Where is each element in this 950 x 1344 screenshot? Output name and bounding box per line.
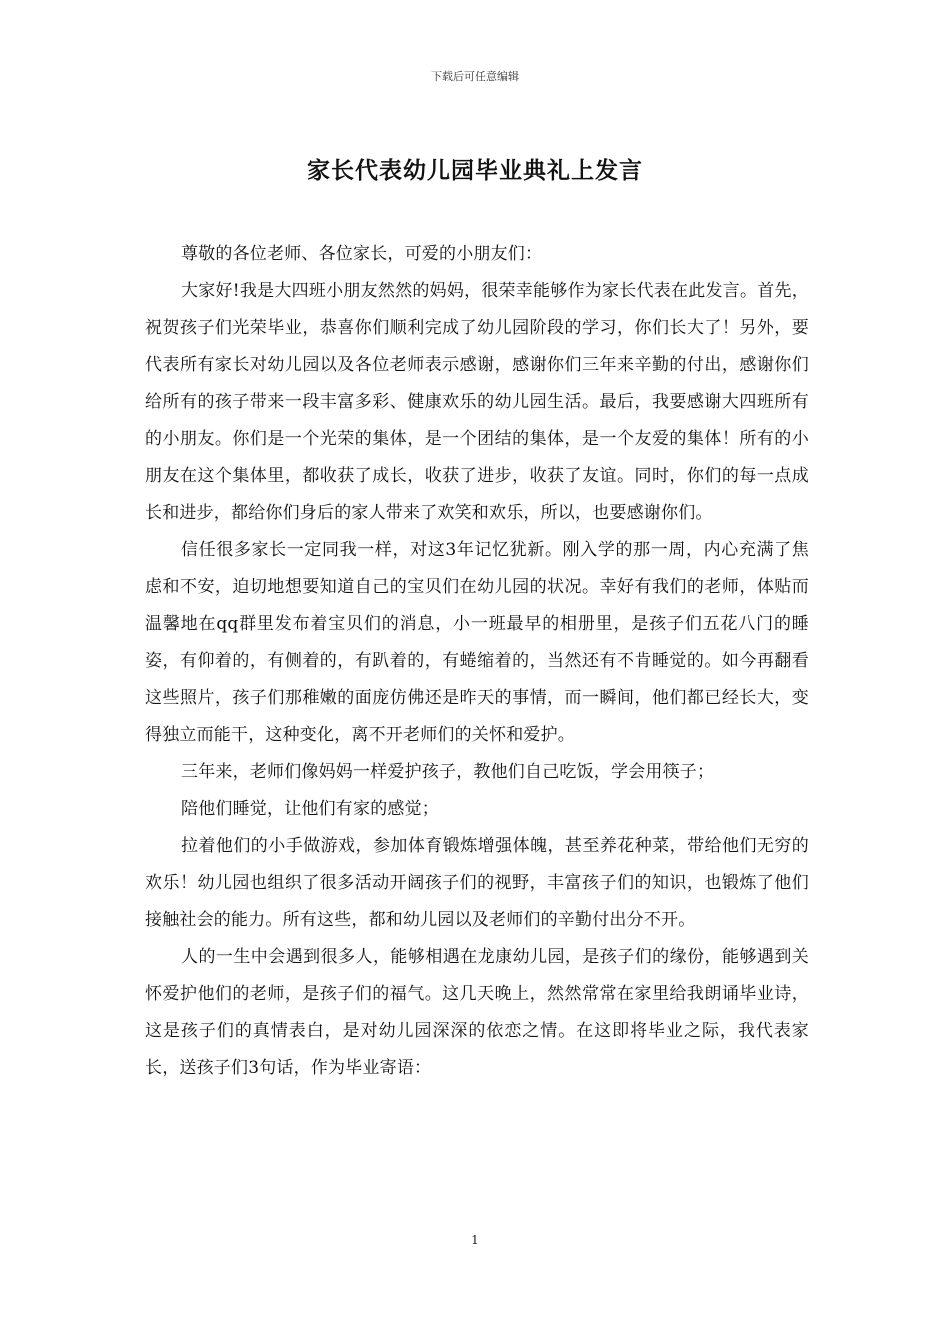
paragraph: 信任很多家长一定同我一样，对这3年记忆犹新。刚入学的那一周，内心充满了焦虑和不安，迫切地想要知道自己的宝贝们在幼儿园的状况。幸好有我们的老师，体贴而温馨地在qq群里发布着宝贝们的消息，小一班最早的相册里，是孩子们五花八门的睡姿，有仰着的，有侧着的，有趴着的，有蜷缩着的，当然还有不肯睡觉的。如今再翻看这些照片，孩子们那稚嫩的面庞仿佛还是昨天的事情，而一瞬间，他们都已经长大，变得独立而能干，这种变化，离不开老师们的关怀和爱护。 xyxy=(145,540,809,745)
paragraph: 人的一生中会遇到很多人，能够相遇在龙康幼儿园，是孩子们的缘份，能够遇到关怀爱护他们的老师，是孩子们的福气。这几天晚上，然然常常在家里给我朗诵毕业诗，这是孩子们的真情表白，是对幼儿园深深的依恋之情。在这即将毕业之际，我代表家长，送孩子们3句话，作为毕业寄语： xyxy=(145,947,809,1078)
paragraph: 三年来，老师们像妈妈一样爱护孩子，教他们自己吃饭，学会用筷子； xyxy=(181,762,715,782)
document-title: 家长代表幼儿园毕业典礼上发言 xyxy=(307,157,643,184)
paragraph: 陪他们睡觉，让他们有家的感觉； xyxy=(181,799,439,819)
paragraph: 大家好!我是大四班小朋友然然的妈妈，很荣幸能够作为家长代表在此发言。首先，祝贺孩子们光荣毕业，恭喜你们顺利完成了幼儿园阶段的学习，你们长大了！另外，要代表所有家长对幼儿园以及各位老师表示感谢，感谢你们三年来辛勤的付出，感谢你们给所有的孩子带来一段丰富多彩、健康欢乐的幼儿园生活。最后，我要感谢大四班所有的小朋友。你们是一个光荣的集体，是一个团结的集体，是一个友爱的集体！所有的小朋友在这个集体里，都收获了成长，收获了进步，收获了友谊。同时，你们的每一点成长和进步，都给你们身后的家人带来了欢笑和欢乐，所以，也要感谢你们。 xyxy=(145,281,809,523)
paragraph: 拉着他们的小手做游戏，参加体育锻炼增强体魄，甚至养花种菜，带给他们无穷的欢乐！幼儿园也组织了很多活动开阔孩子们的视野，丰富孩子们的知识，也锻炼了他们接触社会的能力。所有这些，都和幼儿园以及老师们的辛勤付出分不开。 xyxy=(145,836,809,930)
page-header: 下载后可任意编辑 xyxy=(431,70,519,83)
page-number: 1 xyxy=(471,1233,479,1247)
document-body xyxy=(145,236,809,1087)
paragraph-salutation: 尊敬的各位老师、各位家长，可爱的小朋友们： xyxy=(181,244,543,264)
